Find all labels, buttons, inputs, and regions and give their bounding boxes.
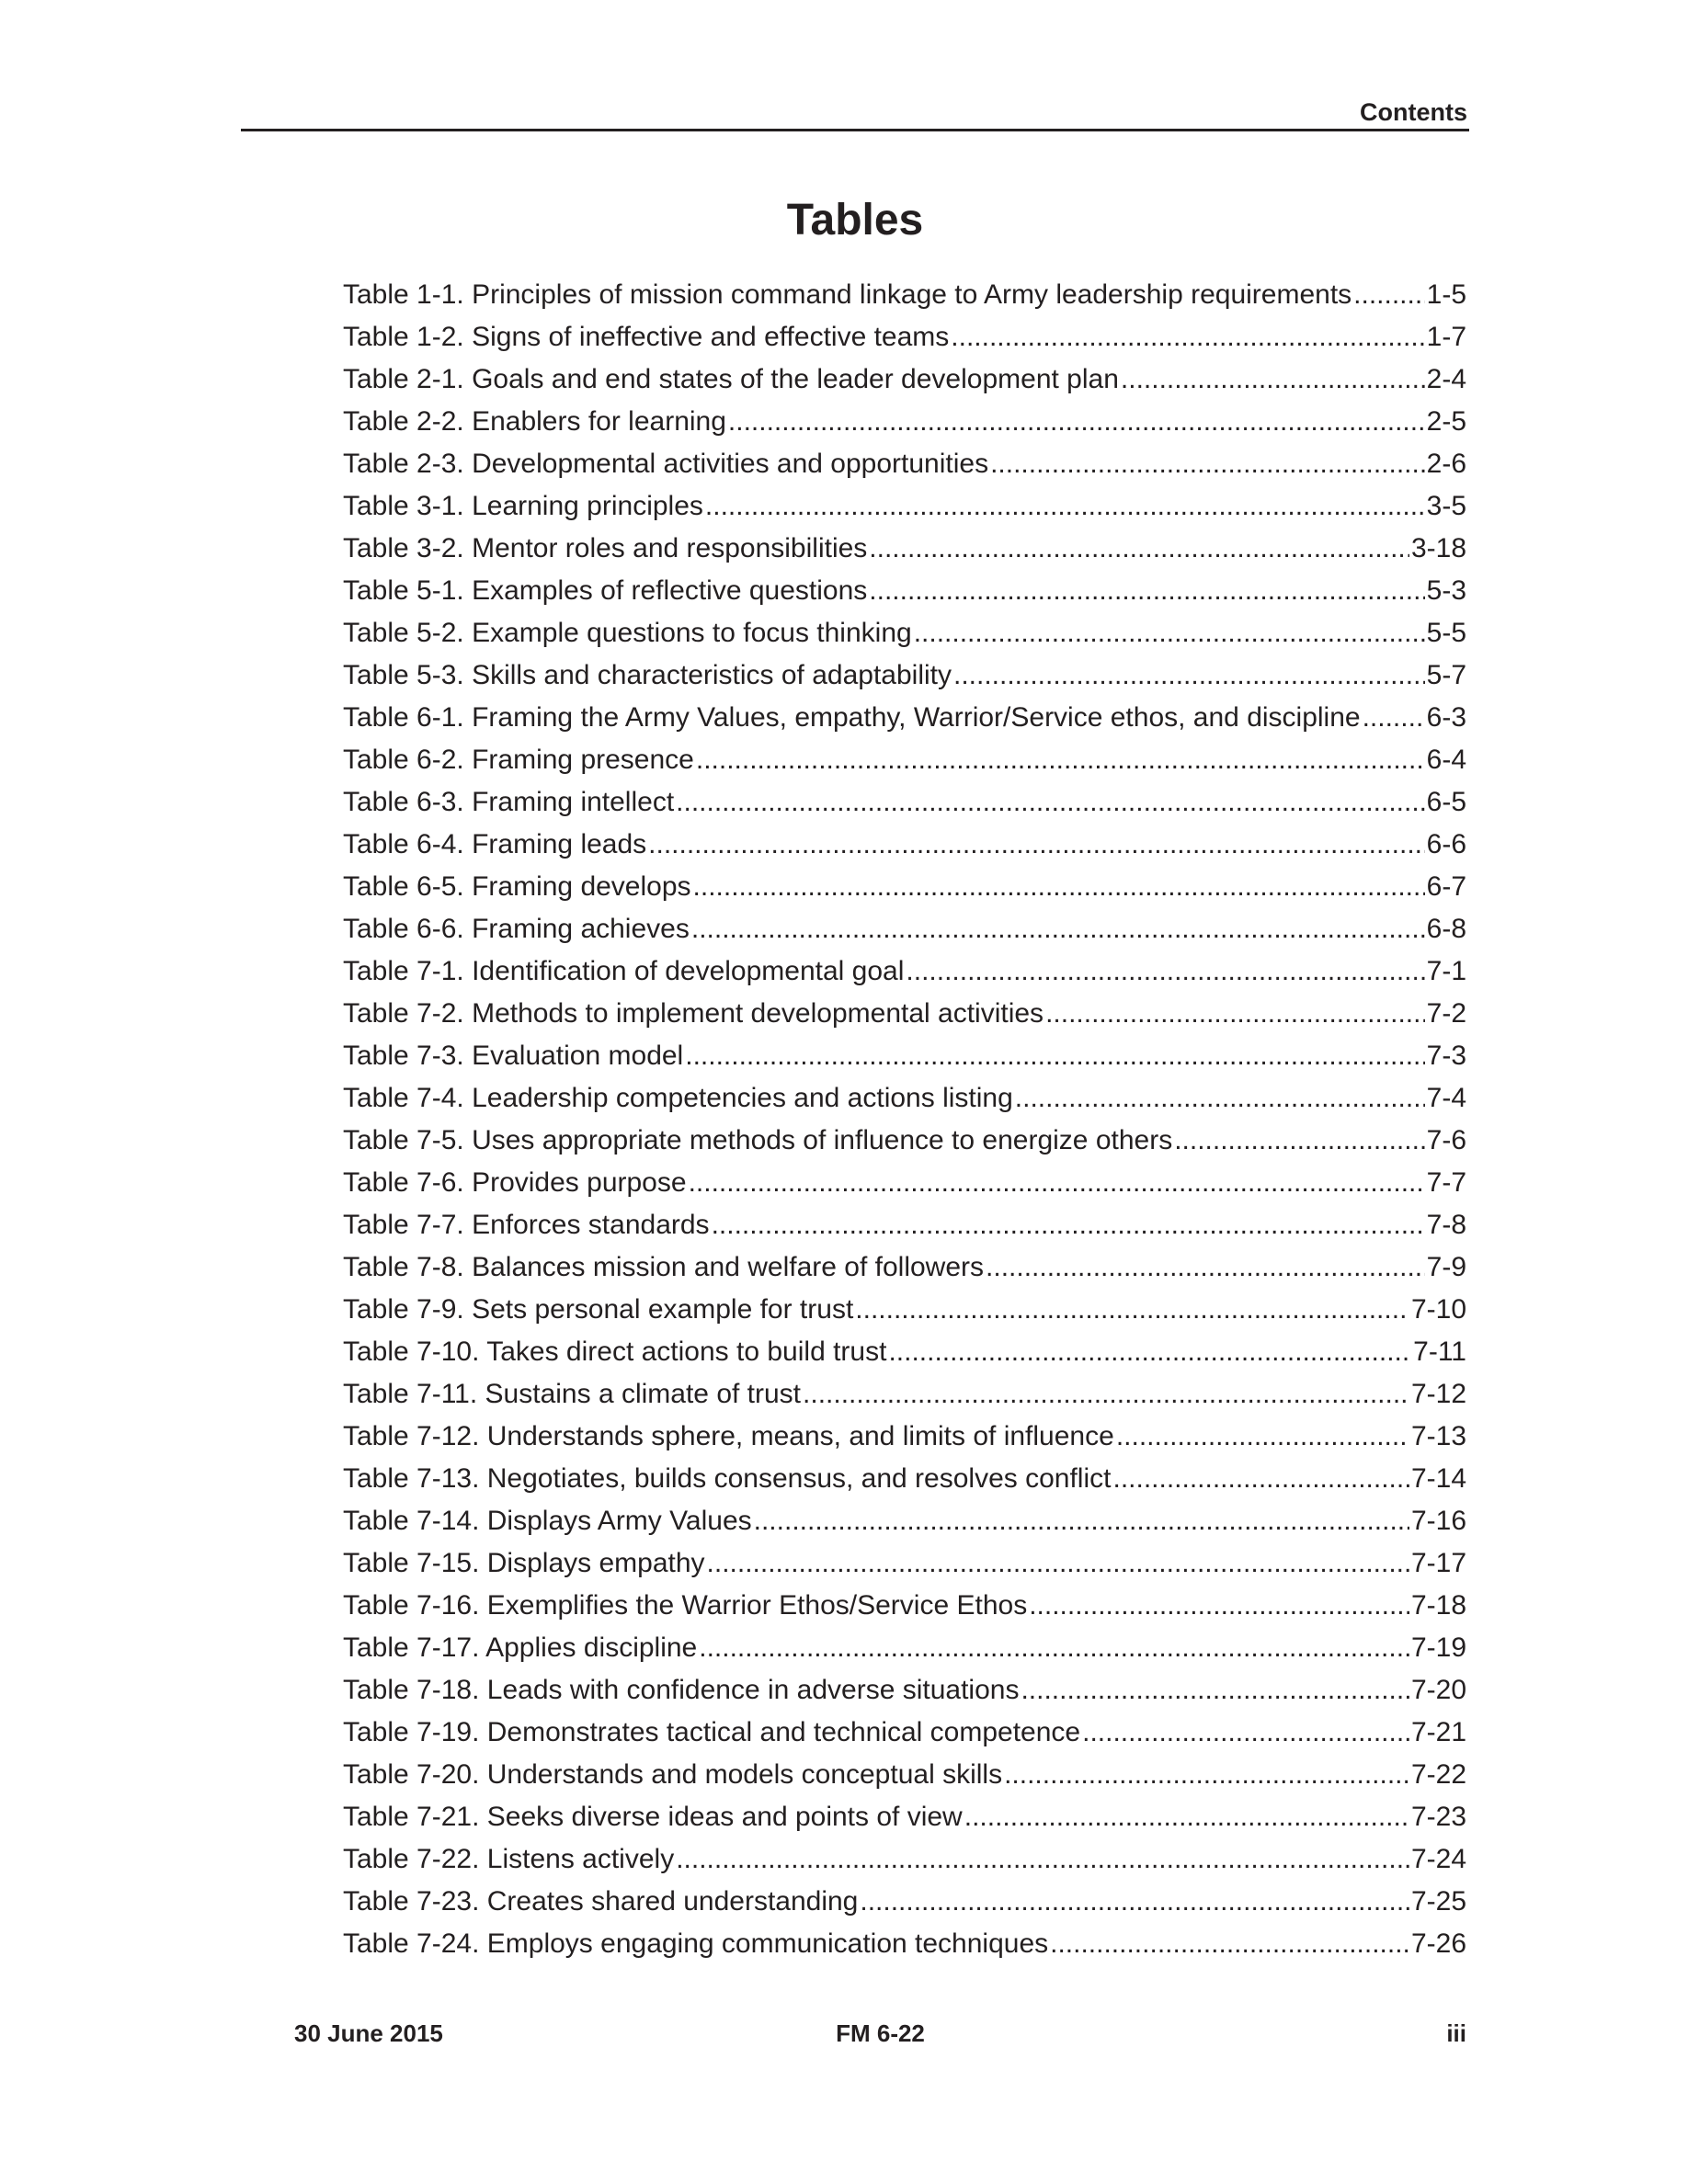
toc-entry-page-number: 7-23	[1410, 1802, 1466, 1832]
toc-entry-title: Table 7-11. Sustains a climate of trust	[343, 1379, 802, 1409]
toc-entry-page-number: 1-5	[1426, 279, 1466, 310]
toc-entry[interactable]	[343, 1923, 1466, 1965]
toc-entry-page-number: 6-4	[1426, 745, 1466, 775]
toc-entry-title: Table 7-21. Seeks diverse ideas and points of view	[343, 1802, 963, 1832]
toc-entry-title: Table 7-17. Applies discipline	[343, 1632, 698, 1663]
toc-entry[interactable]	[343, 824, 1466, 866]
toc-entry[interactable]	[343, 1881, 1466, 1923]
toc-entry-title: Table 6-2. Framing presence	[343, 745, 694, 775]
toc-entry-page-number: 7-3	[1426, 1041, 1466, 1071]
toc-entry[interactable]	[343, 358, 1466, 401]
table-of-tables	[343, 274, 1466, 1965]
toc-entry-dot-leader	[754, 1500, 1409, 1542]
toc-entry[interactable]	[343, 1754, 1466, 1796]
toc-entry[interactable]	[343, 1585, 1466, 1627]
header-rule	[241, 129, 1469, 131]
toc-entry-title: Table 7-18. Leads with confidence in adverse situations	[343, 1675, 1020, 1705]
toc-entry[interactable]	[343, 1838, 1466, 1881]
toc-entry-page-number: 7-18	[1410, 1590, 1466, 1621]
toc-entry[interactable]	[343, 1542, 1466, 1585]
toc-entry-dot-leader	[914, 612, 1425, 654]
toc-entry-dot-leader	[707, 1542, 1409, 1585]
toc-entry-page-number: 2-5	[1426, 406, 1466, 437]
toc-entry-dot-leader	[1029, 1585, 1409, 1627]
toc-entry-page-number: 5-3	[1426, 575, 1466, 606]
toc-entry[interactable]	[343, 401, 1466, 443]
toc-entry-dot-leader	[676, 781, 1424, 824]
toc-entry-page-number: 2-6	[1426, 449, 1466, 479]
toc-entry-dot-leader	[1353, 274, 1424, 316]
toc-entry[interactable]	[343, 1416, 1466, 1458]
toc-entry-page-number: 7-6	[1426, 1125, 1466, 1155]
toc-entry-title: Table 7-5. Uses appropriate methods of influence to energize others	[343, 1125, 1173, 1155]
toc-entry[interactable]	[343, 697, 1466, 739]
toc-entry-dot-leader	[1004, 1754, 1409, 1796]
toc-entry-page-number: 7-8	[1426, 1210, 1466, 1240]
toc-entry-page-number: 7-20	[1410, 1675, 1466, 1705]
toc-entry-page-number: 7-21	[1410, 1717, 1466, 1747]
toc-entry-title: Table 5-2. Example questions to focus thinking	[343, 618, 912, 648]
toc-entry-page-number: 7-14	[1410, 1463, 1466, 1494]
toc-entry-dot-leader	[699, 1627, 1409, 1669]
toc-entry[interactable]	[343, 274, 1466, 316]
toc-entry-dot-leader	[1363, 697, 1425, 739]
toc-entry[interactable]	[343, 528, 1466, 570]
toc-entry-dot-leader	[1045, 993, 1425, 1035]
toc-entry-dot-leader	[1082, 1712, 1409, 1754]
toc-entry[interactable]	[343, 485, 1466, 528]
toc-entry-dot-leader	[705, 485, 1425, 528]
toc-entry[interactable]	[343, 1712, 1466, 1754]
toc-entry-title: Table 7-9. Sets personal example for trust	[343, 1294, 854, 1325]
toc-entry[interactable]	[343, 1246, 1466, 1289]
toc-entry-title: Table 6-5. Framing develops	[343, 871, 691, 902]
toc-entry-title: Table 7-19. Demonstrates tactical and technical competence	[343, 1717, 1081, 1747]
toc-entry-title: Table 7-4. Leadership competencies and actions listing	[343, 1083, 1013, 1113]
toc-entry-title: Table 6-3. Framing intellect	[343, 787, 675, 817]
toc-entry[interactable]	[343, 1373, 1466, 1416]
toc-entry-title: Table 2-2. Enablers for learning	[343, 406, 726, 437]
toc-entry[interactable]	[343, 1627, 1466, 1669]
toc-entry-page-number: 3-18	[1410, 533, 1466, 563]
toc-entry-title: Table 7-7. Enforces standards	[343, 1210, 710, 1240]
toc-entry-title: Table 7-1. Identification of developmental goal	[343, 956, 905, 986]
toc-entry-page-number: 7-25	[1410, 1886, 1466, 1917]
toc-entry-page-number: 7-13	[1410, 1421, 1466, 1451]
toc-entry-dot-leader	[855, 1289, 1409, 1331]
toc-entry-dot-leader	[953, 654, 1425, 697]
footer-page-number: iii	[1446, 2019, 1466, 2047]
toc-entry-title: Table 7-14. Displays Army Values	[343, 1506, 752, 1536]
toc-entry-title: Table 5-1. Examples of reflective questions	[343, 575, 868, 606]
toc-entry[interactable]	[343, 866, 1466, 908]
running-header-title: Contents	[1360, 98, 1467, 126]
toc-entry-title: Table 6-4. Framing leads	[343, 829, 647, 859]
toc-entry-dot-leader	[888, 1331, 1411, 1373]
toc-entry[interactable]	[343, 1162, 1466, 1204]
toc-entry-page-number: 7-19	[1410, 1632, 1466, 1663]
toc-entry-title: Table 7-6. Provides purpose	[343, 1167, 687, 1198]
toc-entry-page-number: 6-3	[1426, 702, 1466, 733]
toc-entry[interactable]	[343, 316, 1466, 358]
toc-entry-title: Table 7-22. Listens actively	[343, 1844, 675, 1874]
toc-entry-dot-leader	[728, 401, 1425, 443]
toc-entry-page-number: 7-4	[1426, 1083, 1466, 1113]
toc-entry-title: Table 6-6. Framing achieves	[343, 914, 690, 944]
toc-entry-page-number: 5-5	[1426, 618, 1466, 648]
toc-entry-dot-leader	[869, 528, 1409, 570]
toc-entry-page-number: 3-5	[1426, 491, 1466, 521]
toc-entry-dot-leader	[951, 316, 1424, 358]
toc-entry-dot-leader	[685, 1035, 1424, 1077]
toc-entry[interactable]	[343, 1458, 1466, 1500]
toc-entry-dot-leader	[1121, 358, 1425, 401]
toc-entry-dot-leader	[964, 1796, 1409, 1838]
toc-entry-title: Table 3-1. Learning principles	[343, 491, 703, 521]
toc-entry-dot-leader	[712, 1204, 1425, 1246]
toc-entry[interactable]	[343, 654, 1466, 697]
toc-entry-title: Table 1-1. Principles of mission command linkage to Army leadership requirements	[343, 279, 1352, 310]
toc-entry-title: Table 3-2. Mentor roles and responsibilities	[343, 533, 868, 563]
toc-entry-title: Table 7-13. Negotiates, builds consensus, and resolves conflict	[343, 1463, 1112, 1494]
toc-entry[interactable]	[343, 1500, 1466, 1542]
toc-entry-page-number: 6-6	[1426, 829, 1466, 859]
toc-entry-dot-leader	[1116, 1416, 1409, 1458]
page-footer	[294, 2019, 1466, 2048]
toc-entry-page-number: 7-12	[1410, 1379, 1466, 1409]
toc-entry-title: Table 7-10. Takes direct actions to build trust	[343, 1337, 887, 1367]
toc-entry-title: Table 7-12. Understands sphere, means, and limits of influence	[343, 1421, 1114, 1451]
toc-entry-page-number: 7-17	[1410, 1548, 1466, 1578]
toc-entry-dot-leader	[689, 1162, 1425, 1204]
page-title: Tables	[786, 196, 924, 245]
toc-entry-page-number: 1-7	[1426, 322, 1466, 352]
toc-entry-title: Table 7-2. Methods to implement developmental activities	[343, 998, 1044, 1029]
toc-entry-dot-leader	[986, 1246, 1425, 1289]
toc-entry-title: Table 7-20. Understands and models conceptual skills	[343, 1759, 1003, 1790]
toc-entry-title: Table 7-3. Evaluation model	[343, 1041, 684, 1071]
toc-entry-dot-leader	[648, 824, 1424, 866]
toc-entry-title: Table 2-1. Goals and end states of the leader development plan	[343, 364, 1119, 394]
toc-entry[interactable]	[343, 950, 1466, 993]
toc-entry[interactable]	[343, 1204, 1466, 1246]
footer-publication: FM 6-22	[836, 2019, 925, 2047]
toc-entry-title: Table 5-3. Skills and characteristics of adaptability	[343, 660, 952, 690]
toc-entry-title: Table 7-23. Creates shared understanding	[343, 1886, 859, 1917]
toc-entry-dot-leader	[803, 1373, 1409, 1416]
toc-entry[interactable]	[343, 1669, 1466, 1712]
toc-entry-title: Table 1-2. Signs of ineffective and effective teams	[343, 322, 950, 352]
toc-entry-title: Table 6-1. Framing the Army Values, empathy, Warrior/Service ethos, and discipline	[343, 702, 1361, 733]
toc-entry-dot-leader	[1112, 1458, 1409, 1500]
toc-entry-dot-leader	[990, 443, 1425, 485]
toc-entry-title: Table 7-15. Displays empathy	[343, 1548, 705, 1578]
toc-entry[interactable]	[343, 570, 1466, 612]
toc-entry[interactable]	[343, 612, 1466, 654]
toc-entry-dot-leader	[1015, 1077, 1425, 1120]
toc-entry-dot-leader	[860, 1881, 1409, 1923]
toc-entry-dot-leader	[906, 950, 1424, 993]
toc-entry-dot-leader	[676, 1838, 1409, 1881]
toc-entry[interactable]	[343, 993, 1466, 1035]
toc-entry-page-number: 7-11	[1413, 1337, 1466, 1367]
toc-entry[interactable]	[343, 781, 1466, 824]
toc-entry-title: Table 7-8. Balances mission and welfare of followers	[343, 1252, 985, 1282]
footer-date: 30 June 2015	[294, 2019, 443, 2047]
toc-entry-page-number: 6-5	[1426, 787, 1466, 817]
toc-entry[interactable]	[343, 908, 1466, 950]
toc-entry-page-number: 7-26	[1410, 1928, 1466, 1959]
toc-entry-page-number: 7-7	[1426, 1167, 1466, 1198]
toc-entry-page-number: 6-8	[1426, 914, 1466, 944]
toc-entry[interactable]	[343, 1289, 1466, 1331]
toc-entry-page-number: 7-9	[1426, 1252, 1466, 1282]
toc-entry-dot-leader	[691, 908, 1425, 950]
toc-entry-title: Table 7-24. Employs engaging communication techniques	[343, 1928, 1049, 1959]
toc-entry-page-number: 2-4	[1426, 364, 1466, 394]
toc-entry[interactable]	[343, 443, 1466, 485]
toc-entry-dot-leader	[696, 739, 1425, 781]
toc-entry-page-number: 7-1	[1426, 956, 1466, 986]
toc-entry[interactable]	[343, 1120, 1466, 1162]
toc-entry[interactable]	[343, 1796, 1466, 1838]
toc-entry-page-number: 5-7	[1426, 660, 1466, 690]
toc-entry[interactable]	[343, 739, 1466, 781]
toc-entry-dot-leader	[1021, 1669, 1409, 1712]
toc-entry-dot-leader	[693, 866, 1425, 908]
toc-entry-title: Table 2-3. Developmental activities and opportunities	[343, 449, 989, 479]
toc-entry-page-number: 7-16	[1410, 1506, 1466, 1536]
toc-entry-page-number: 7-2	[1426, 998, 1466, 1029]
toc-entry-page-number: 6-7	[1426, 871, 1466, 902]
toc-entry-page-number: 7-10	[1410, 1294, 1466, 1325]
toc-entry-dot-leader	[1050, 1923, 1409, 1965]
toc-entry[interactable]	[343, 1331, 1466, 1373]
toc-entry-page-number: 7-22	[1410, 1759, 1466, 1790]
toc-entry-title: Table 7-16. Exemplifies the Warrior Ethos/Service Ethos	[343, 1590, 1028, 1621]
toc-entry-dot-leader	[1174, 1120, 1424, 1162]
toc-entry-page-number: 7-24	[1410, 1844, 1466, 1874]
toc-entry[interactable]	[343, 1035, 1466, 1077]
toc-entry[interactable]	[343, 1077, 1466, 1120]
toc-entry-dot-leader	[869, 570, 1424, 612]
